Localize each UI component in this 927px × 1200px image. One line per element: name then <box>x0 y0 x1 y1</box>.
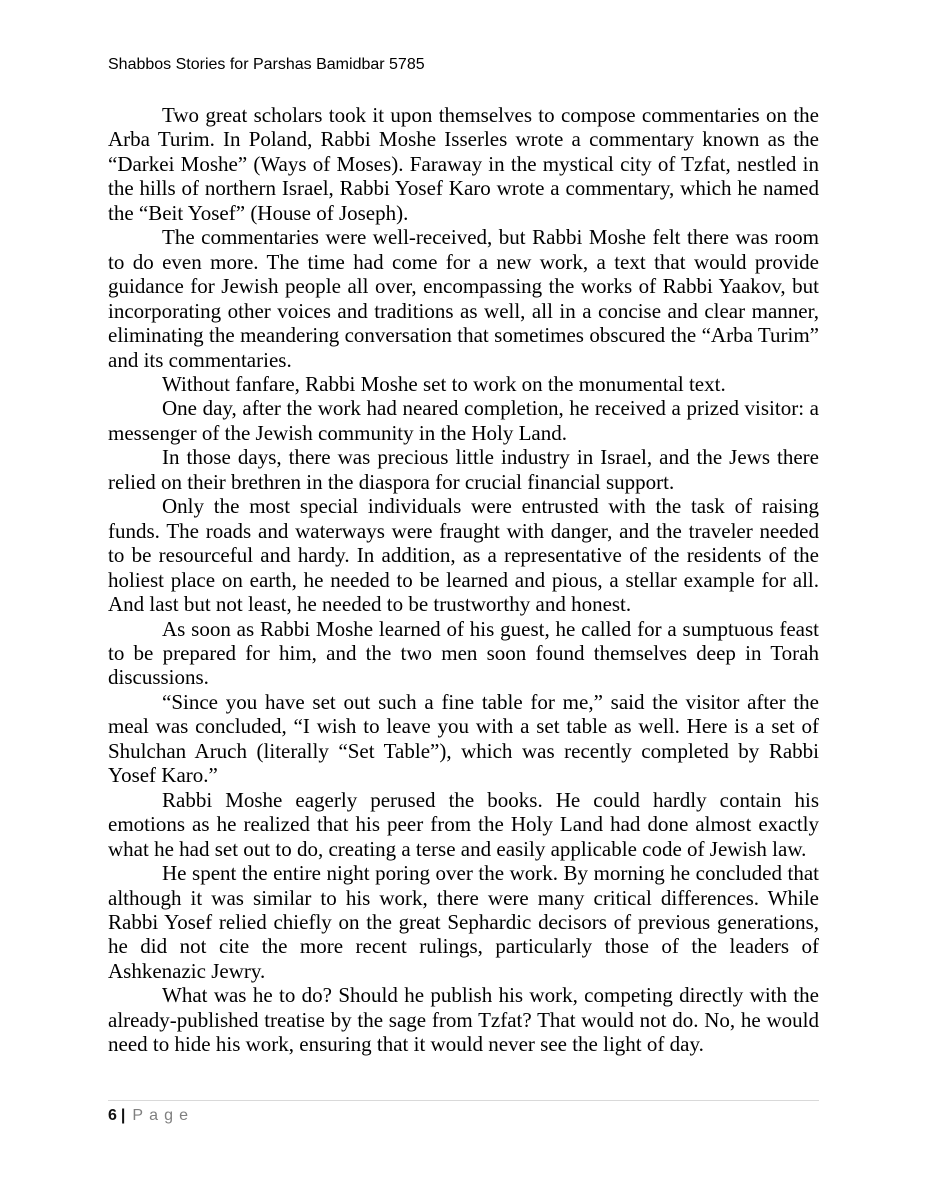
page-number: 6 <box>108 1107 117 1124</box>
paragraph: The commentaries were well-received, but Rabbi Moshe felt there was room to do even more. The time had come for a new work, a text that would provide guidance for Jewish people all over, encompassing the works of Rabbi Yaakov, but incorporating other voices and traditions as well, all in a concise and clear manner, eliminating the meandering conversation that sometimes obscured the “Arba Turim” and its commentaries. <box>108 225 819 372</box>
paragraph: He spent the entire night poring over the work. By morning he concluded that although it was similar to his work, there were many critical differences. While Rabbi Yosef relied chiefly on the great Sephardic decisors of previous generations, he did not cite the more recent rulings, particularly those of the leaders of Ashkenazic Jewry. <box>108 861 819 983</box>
footer-page-label: Page <box>132 1107 195 1124</box>
page-header-title: Shabbos Stories for Parshas Bamidbar 5785 <box>108 56 425 73</box>
footer-separator: | <box>120 1107 126 1124</box>
paragraph: In those days, there was precious little industry in Israel, and the Jews there relied on their brethren in the diaspora for crucial financial support. <box>108 445 819 494</box>
paragraph: Rabbi Moshe eagerly perused the books. He could hardly contain his emotions as he realized that his peer from the Holy Land had done almost exactly what he had set out to do, creating a terse and easily applicable code of Jewish law. <box>108 787 819 861</box>
paragraph: Two great scholars took it upon themselves to compose commentaries on the Arba Turim. In Poland, Rabbi Moshe Isserles wrote a commentary known as the “Darkei Moshe” (Ways of Moses). Faraway in the mystical city of Tzfat, nestled in the hills of northern Israel, Rabbi Yosef Karo wrote a commentary, which he named the “Beit Yosef” (House of Joseph). <box>108 103 819 225</box>
footer-rule <box>108 1100 819 1101</box>
paragraph: Only the most special individuals were entrusted with the task of raising funds. The roads and waterways were fraught with danger, and the traveler needed to be resourceful and hardy. In addition, as a representative of the residents of the holiest place on earth, he needed to be learned and pious, a stellar example for all. And last but not least, he needed to be trustworthy and honest. <box>108 494 819 617</box>
paragraph: What was he to do? Should he publish his work, competing directly with the already-published treatise by the sage from Tzfat? That would not do. No, he would need to hide his work, ensuring that it would never see the light of day. <box>108 983 819 1057</box>
page-footer <box>108 1106 194 1126</box>
document-body <box>108 103 819 1057</box>
paragraph: As soon as Rabbi Moshe learned of his guest, he called for a sumptuous feast to be prepared for him, and the two men soon found themselves deep in Torah discussions. <box>108 616 819 690</box>
paragraph: “Since you have set out such a fine table for me,” said the visitor after the meal was concluded, “I wish to leave you with a set table as well. Here is a set of Shulchan Aruch (literally “Set Table”), which was recently completed by Rabbi Yosef Karo.” <box>108 689 819 788</box>
paragraph: One day, after the work had neared completion, he received a prized visitor: a messenger of the Jewish community in the Holy Land. <box>108 396 819 445</box>
paragraph: Without fanfare, Rabbi Moshe set to work on the monumental text. <box>162 371 726 396</box>
